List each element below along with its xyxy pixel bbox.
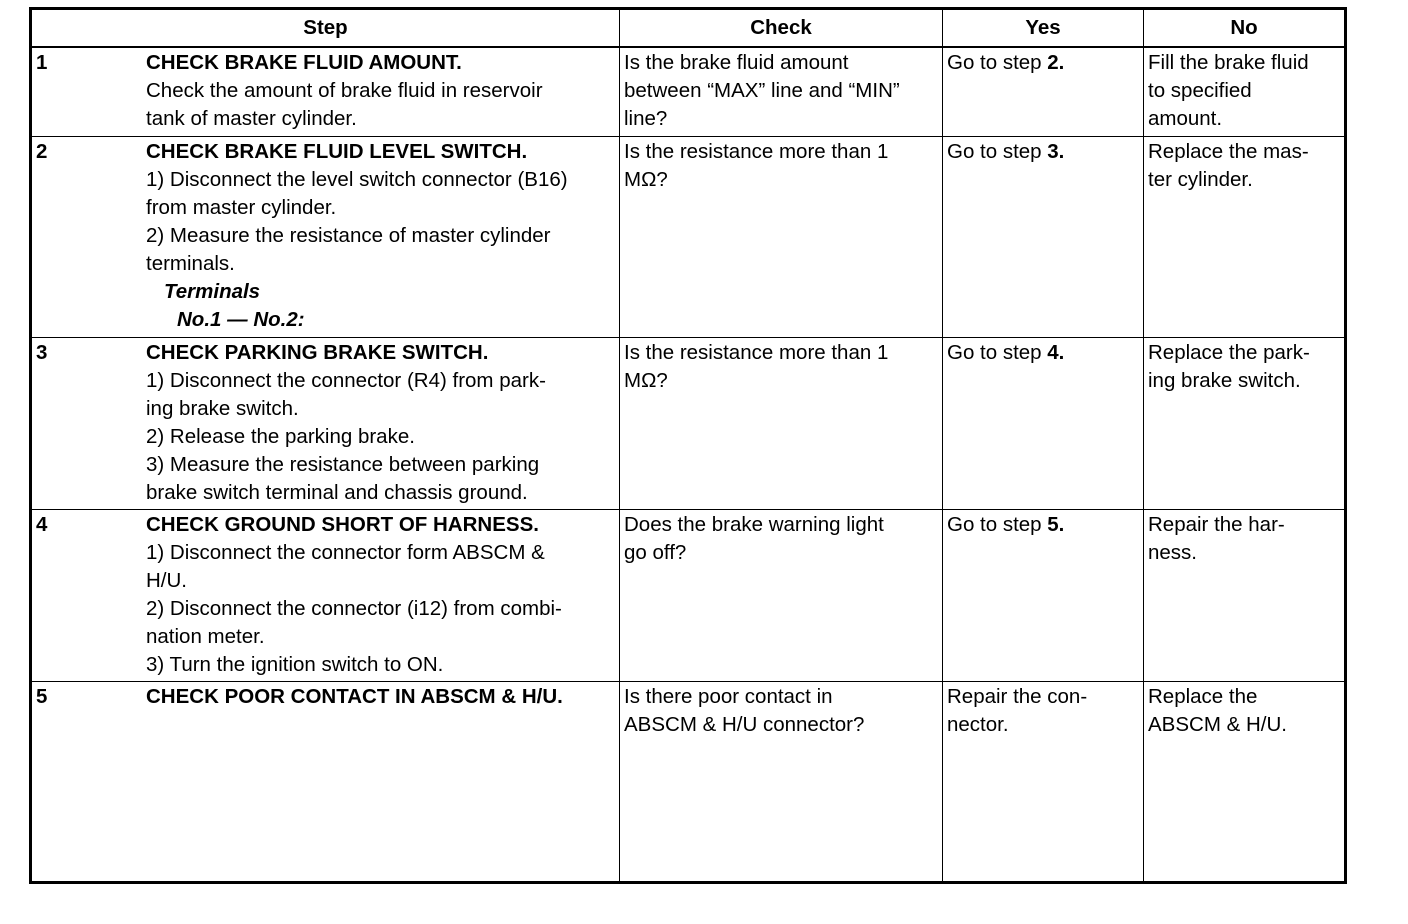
no-line: Repair the har- [1148, 512, 1285, 536]
step-number: 1 [36, 51, 48, 74]
yes-text: Go to step [947, 512, 1048, 536]
check-cell [620, 509, 943, 681]
yes-text: Go to step [947, 51, 1048, 74]
table-row [31, 509, 1346, 681]
no-line: ter cylinder. [1148, 167, 1253, 191]
step-line: 1) Disconnect the connector form ABSCM & [146, 540, 545, 564]
no-cell [1144, 509, 1346, 681]
header-yes: Yes [943, 9, 1144, 48]
step-line: 2) Release the parking brake. [146, 424, 415, 448]
yes-text: Go to step [947, 139, 1048, 163]
check-line: line? [624, 107, 668, 130]
step-title: CHECK PARKING BRAKE SWITCH. [146, 340, 489, 364]
no-line: Replace the mas- [1148, 139, 1309, 163]
yes-cell [943, 47, 1144, 136]
yes-line: Repair the con- [947, 684, 1088, 708]
no-line: ABSCM & H/U. [1148, 712, 1287, 736]
header-step: Step [31, 9, 620, 48]
yes-cell [943, 509, 1144, 681]
step-title: CHECK BRAKE FLUID AMOUNT. [146, 51, 462, 74]
check-line: Is the resistance more than 1 [624, 340, 889, 364]
no-line: amount. [1148, 107, 1223, 130]
table-row [31, 337, 1346, 509]
no-line: ing brake switch. [1148, 368, 1301, 392]
header-no: No [1144, 9, 1346, 48]
no-cell [1144, 47, 1346, 136]
table-row [31, 136, 1346, 337]
yes-cell [943, 136, 1144, 337]
check-line: between “MAX” line and “MIN” [624, 79, 900, 102]
yes-text: Go to step [947, 340, 1048, 364]
check-line: MΩ? [624, 167, 668, 191]
no-line: ness. [1148, 540, 1197, 564]
yes-step-ref: 5. [1047, 512, 1065, 536]
header-row [31, 9, 1346, 48]
yes-line: nector. [947, 712, 1009, 736]
check-line: Is there poor contact in [624, 684, 833, 708]
step-line: 2) Measure the resistance of master cylinder [146, 223, 551, 247]
step-line: brake switch terminal and chassis ground. [146, 480, 528, 504]
no-line: Fill the brake fluid [1148, 51, 1309, 74]
terminals-spec: No.1 — No.2: [177, 307, 305, 331]
check-cell [620, 681, 943, 882]
step-cell [31, 509, 620, 681]
step-line: tank of master cylinder. [146, 107, 357, 130]
yes-cell [943, 681, 1144, 882]
check-cell [620, 136, 943, 337]
step-line: 3) Turn the ignition switch to ON. [146, 652, 444, 676]
table-row [31, 681, 1346, 882]
step-line: H/U. [146, 568, 187, 592]
step-number: 5 [36, 684, 48, 708]
no-cell [1144, 136, 1346, 337]
no-line: Replace the [1148, 684, 1258, 708]
step-line: from master cylinder. [146, 195, 337, 219]
table-row [31, 47, 1346, 136]
check-line: go off? [624, 540, 687, 564]
step-line: 1) Disconnect the level switch connector (B16) [146, 167, 568, 191]
step-cell [31, 136, 620, 337]
step-line: terminals. [146, 251, 235, 275]
check-line: ABSCM & H/U connector? [624, 712, 865, 736]
step-number: 2 [36, 139, 48, 163]
step-line: ing brake switch. [146, 396, 299, 420]
step-cell [31, 47, 620, 136]
no-cell [1144, 681, 1346, 882]
step-title: CHECK GROUND SHORT OF HARNESS. [146, 512, 539, 536]
no-line: Replace the park- [1148, 340, 1310, 364]
step-title: CHECK BRAKE FLUID LEVEL SWITCH. [146, 139, 528, 163]
step-line: 2) Disconnect the connector (i12) from combi- [146, 596, 562, 620]
step-number: 3 [36, 340, 48, 364]
no-cell [1144, 337, 1346, 509]
step-line: 1) Disconnect the connector (R4) from park- [146, 368, 546, 392]
step-number: 4 [36, 512, 48, 536]
header-check: Check [620, 9, 943, 48]
yes-step-ref: 2. [1047, 51, 1065, 74]
check-line: Is the brake fluid amount [624, 51, 849, 74]
check-line: MΩ? [624, 368, 668, 392]
step-line: 3) Measure the resistance between parking [146, 452, 540, 476]
terminals-label: Terminals [164, 279, 261, 303]
step-title: CHECK POOR CONTACT IN ABSCM & H/U. [146, 684, 563, 708]
check-line: Does the brake warning light [624, 512, 884, 536]
no-line: to specified [1148, 79, 1252, 102]
step-cell [31, 337, 620, 509]
check-line: Is the resistance more than 1 [624, 139, 889, 163]
yes-cell [943, 337, 1144, 509]
check-cell [620, 47, 943, 136]
yes-step-ref: 3. [1047, 139, 1065, 163]
step-line: nation meter. [146, 624, 265, 648]
diagnostic-table [29, 7, 1347, 884]
step-cell [31, 681, 620, 882]
step-line: Check the amount of brake fluid in reservoir [146, 79, 543, 102]
check-cell [620, 337, 943, 509]
yes-step-ref: 4. [1047, 340, 1065, 364]
